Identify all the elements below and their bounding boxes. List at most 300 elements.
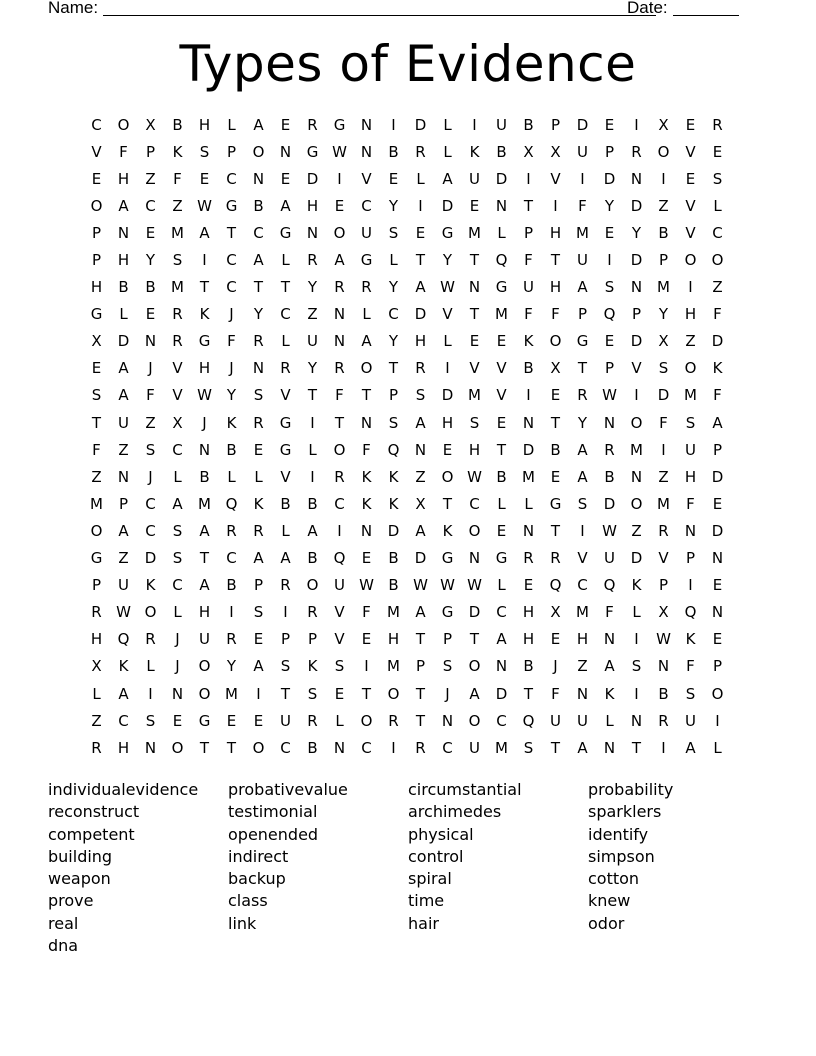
grid-letter[interactable]: Y <box>388 332 399 351</box>
grid-letter[interactable]: E <box>334 196 345 215</box>
grid-letter[interactable]: A <box>172 494 183 513</box>
grid-letter[interactable]: M <box>657 278 670 297</box>
grid-letter[interactable]: E <box>334 684 345 703</box>
grid-letter[interactable]: K <box>118 657 129 676</box>
grid-letter[interactable]: W <box>656 630 671 649</box>
grid-letter[interactable]: C <box>388 305 399 324</box>
grid-letter[interactable]: X <box>550 603 561 622</box>
grid-letter[interactable]: P <box>523 223 534 242</box>
grid-letter[interactable]: F <box>578 196 587 215</box>
grid-letter[interactable]: Z <box>91 467 102 486</box>
grid-letter[interactable]: Z <box>145 169 156 188</box>
grid-letter[interactable]: P <box>226 142 237 161</box>
grid-letter[interactable]: F <box>713 386 722 405</box>
grid-letter[interactable]: Z <box>172 196 183 215</box>
grid-letter[interactable]: L <box>254 467 263 486</box>
grid-letter[interactable]: C <box>469 494 480 513</box>
grid-letter[interactable]: N <box>711 603 724 622</box>
grid-letter[interactable]: W <box>602 386 617 405</box>
grid-letter[interactable]: W <box>467 467 482 486</box>
grid-letter[interactable]: A <box>577 440 588 459</box>
grid-letter[interactable]: U <box>199 630 210 649</box>
grid-letter[interactable]: F <box>713 305 722 324</box>
grid-letter[interactable]: B <box>523 115 534 134</box>
grid-letter[interactable]: H <box>522 603 535 622</box>
grid-letter[interactable]: C <box>226 169 237 188</box>
grid-letter[interactable]: A <box>253 657 264 676</box>
grid-letter[interactable]: M <box>225 684 238 703</box>
grid-letter[interactable]: B <box>496 467 507 486</box>
grid-letter[interactable]: C <box>118 711 129 730</box>
grid-letter[interactable]: G <box>279 413 292 432</box>
grid-letter[interactable]: E <box>469 196 480 215</box>
grid-letter[interactable]: Q <box>387 440 400 459</box>
grid-letter[interactable]: O <box>171 738 184 757</box>
grid-letter[interactable]: F <box>362 440 371 459</box>
grid-letter[interactable]: U <box>469 738 480 757</box>
grid-letter[interactable]: P <box>118 494 129 513</box>
grid-letter[interactable]: T <box>415 630 426 649</box>
grid-letter[interactable]: B <box>226 576 237 595</box>
grid-letter[interactable]: R <box>307 711 318 730</box>
grid-letter[interactable]: R <box>334 467 345 486</box>
grid-letter[interactable]: M <box>576 223 589 242</box>
grid-letter[interactable]: C <box>145 521 156 540</box>
grid-letter[interactable]: E <box>550 386 561 405</box>
grid-letter[interactable]: L <box>497 494 506 513</box>
grid-letter[interactable]: S <box>280 657 291 676</box>
grid-letter[interactable]: Z <box>145 413 156 432</box>
grid-letter[interactable]: K <box>226 413 237 432</box>
grid-letter[interactable]: P <box>604 359 615 378</box>
grid-letter[interactable]: V <box>496 386 507 405</box>
grid-letter[interactable]: I <box>256 684 261 703</box>
grid-letter[interactable]: I <box>634 386 639 405</box>
grid-letter[interactable]: S <box>91 386 102 405</box>
grid-letter[interactable]: N <box>468 549 481 568</box>
grid-letter[interactable]: R <box>415 738 426 757</box>
grid-letter[interactable]: D <box>711 467 724 486</box>
grid-letter[interactable]: P <box>91 251 102 270</box>
grid-letter[interactable]: I <box>661 440 666 459</box>
grid-letter[interactable]: B <box>118 278 129 297</box>
grid-letter[interactable]: T <box>550 738 561 757</box>
grid-letter[interactable]: E <box>361 630 372 649</box>
grid-letter[interactable]: S <box>388 223 399 242</box>
grid-letter[interactable]: E <box>253 711 264 730</box>
grid-letter[interactable]: B <box>307 738 318 757</box>
grid-letter[interactable]: H <box>549 223 562 242</box>
grid-letter[interactable]: G <box>198 332 211 351</box>
grid-letter[interactable]: L <box>281 521 290 540</box>
grid-letter[interactable]: F <box>605 603 614 622</box>
grid-letter[interactable]: J <box>175 657 180 676</box>
grid-letter[interactable]: T <box>550 251 561 270</box>
grid-letter[interactable]: O <box>468 657 481 676</box>
grid-letter[interactable]: R <box>334 278 345 297</box>
grid-letter[interactable]: R <box>415 359 426 378</box>
grid-letter[interactable]: N <box>117 467 130 486</box>
grid-letter[interactable]: H <box>684 467 697 486</box>
grid-letter[interactable]: A <box>577 738 588 757</box>
grid-letter[interactable]: O <box>306 576 319 595</box>
grid-letter[interactable]: V <box>550 169 561 188</box>
grid-letter[interactable]: K <box>145 576 156 595</box>
grid-letter[interactable]: E <box>280 115 291 134</box>
grid-letter[interactable]: M <box>495 305 508 324</box>
grid-letter[interactable]: I <box>472 115 477 134</box>
grid-letter[interactable]: M <box>495 738 508 757</box>
grid-letter[interactable]: K <box>307 657 318 676</box>
grid-letter[interactable]: A <box>118 386 129 405</box>
grid-letter[interactable]: Z <box>415 467 426 486</box>
grid-letter[interactable]: D <box>657 386 670 405</box>
grid-letter[interactable]: J <box>148 359 153 378</box>
grid-letter[interactable]: K <box>253 494 264 513</box>
grid-letter[interactable]: R <box>307 251 318 270</box>
grid-letter[interactable]: H <box>117 738 130 757</box>
grid-letter[interactable]: R <box>307 115 318 134</box>
grid-letter[interactable]: H <box>306 196 319 215</box>
grid-letter[interactable]: V <box>685 223 696 242</box>
grid-letter[interactable]: F <box>659 413 668 432</box>
grid-letter[interactable]: N <box>360 115 373 134</box>
grid-letter[interactable]: O <box>144 603 157 622</box>
grid-letter[interactable]: B <box>523 657 534 676</box>
grid-letter[interactable]: R <box>307 603 318 622</box>
grid-letter[interactable]: I <box>445 359 450 378</box>
grid-letter[interactable]: X <box>172 413 183 432</box>
grid-letter[interactable]: K <box>172 142 183 161</box>
grid-letter[interactable]: R <box>361 278 372 297</box>
grid-letter[interactable]: S <box>469 413 480 432</box>
grid-letter[interactable]: I <box>202 251 207 270</box>
grid-letter[interactable]: E <box>145 305 156 324</box>
grid-letter[interactable]: O <box>549 332 562 351</box>
grid-letter[interactable]: C <box>361 738 372 757</box>
grid-letter[interactable]: D <box>468 603 481 622</box>
grid-letter[interactable]: V <box>442 305 453 324</box>
grid-letter[interactable]: K <box>712 359 723 378</box>
grid-letter[interactable]: V <box>361 169 372 188</box>
grid-letter[interactable]: Q <box>603 576 616 595</box>
grid-letter[interactable]: E <box>172 711 183 730</box>
grid-letter[interactable]: M <box>468 386 481 405</box>
grid-letter[interactable]: I <box>688 278 693 297</box>
grid-letter[interactable]: S <box>415 386 426 405</box>
grid-letter[interactable]: S <box>631 657 642 676</box>
grid-letter[interactable]: D <box>630 251 643 270</box>
grid-letter[interactable]: G <box>576 332 589 351</box>
grid-letter[interactable]: Z <box>307 305 318 324</box>
grid-letter[interactable]: N <box>603 413 616 432</box>
grid-letter[interactable]: V <box>496 359 507 378</box>
grid-letter[interactable]: B <box>550 440 561 459</box>
grid-letter[interactable]: O <box>333 223 346 242</box>
grid-letter[interactable]: N <box>198 440 211 459</box>
grid-letter[interactable]: E <box>712 142 723 161</box>
grid-letter[interactable]: Y <box>307 359 318 378</box>
grid-letter[interactable]: R <box>145 630 156 649</box>
grid-letter[interactable]: J <box>229 305 234 324</box>
grid-letter[interactable]: O <box>711 684 724 703</box>
grid-letter[interactable]: E <box>604 223 615 242</box>
grid-letter[interactable]: H <box>414 332 427 351</box>
grid-letter[interactable]: P <box>307 630 318 649</box>
grid-letter[interactable]: H <box>90 630 103 649</box>
grid-letter[interactable]: P <box>631 305 642 324</box>
grid-letter[interactable]: B <box>253 196 264 215</box>
grid-letter[interactable]: R <box>253 521 264 540</box>
grid-letter[interactable]: I <box>310 413 315 432</box>
grid-letter[interactable]: H <box>198 115 211 134</box>
grid-letter[interactable]: H <box>576 630 589 649</box>
grid-letter[interactable]: X <box>658 115 669 134</box>
name-blank-line[interactable] <box>103 15 656 16</box>
grid-letter[interactable]: P <box>145 142 156 161</box>
grid-letter[interactable]: F <box>227 332 236 351</box>
grid-letter[interactable]: T <box>253 278 264 297</box>
grid-letter[interactable]: I <box>148 684 153 703</box>
grid-letter[interactable]: N <box>306 223 319 242</box>
grid-letter[interactable]: I <box>661 169 666 188</box>
grid-letter[interactable]: J <box>148 467 153 486</box>
grid-letter[interactable]: K <box>199 305 210 324</box>
grid-letter[interactable]: T <box>91 413 102 432</box>
grid-letter[interactable]: A <box>118 359 129 378</box>
grid-letter[interactable]: N <box>360 521 373 540</box>
grid-letter[interactable]: E <box>550 467 561 486</box>
grid-letter[interactable]: L <box>362 305 371 324</box>
grid-letter[interactable]: H <box>522 630 535 649</box>
grid-letter[interactable]: D <box>144 549 157 568</box>
grid-letter[interactable]: S <box>199 142 210 161</box>
grid-letter[interactable]: W <box>197 196 212 215</box>
grid-letter[interactable]: G <box>495 549 508 568</box>
grid-letter[interactable]: E <box>523 576 534 595</box>
grid-letter[interactable]: S <box>145 440 156 459</box>
grid-letter[interactable]: E <box>145 223 156 242</box>
grid-letter[interactable]: L <box>713 196 722 215</box>
grid-letter[interactable]: U <box>496 115 507 134</box>
grid-letter[interactable]: A <box>199 576 210 595</box>
grid-letter[interactable]: E <box>712 630 723 649</box>
grid-letter[interactable]: Z <box>577 657 588 676</box>
grid-letter[interactable]: Z <box>712 278 723 297</box>
grid-letter[interactable]: E <box>496 521 507 540</box>
grid-letter[interactable]: D <box>576 115 589 134</box>
grid-letter[interactable]: U <box>361 223 372 242</box>
grid-letter[interactable]: B <box>226 440 237 459</box>
grid-letter[interactable]: Q <box>684 603 697 622</box>
grid-letter[interactable]: A <box>361 332 372 351</box>
grid-letter[interactable]: U <box>280 711 291 730</box>
grid-letter[interactable]: H <box>117 251 130 270</box>
grid-letter[interactable]: W <box>440 278 455 297</box>
grid-letter[interactable]: B <box>145 278 156 297</box>
grid-letter[interactable]: E <box>280 169 291 188</box>
grid-letter[interactable]: D <box>522 440 535 459</box>
grid-letter[interactable]: R <box>658 711 669 730</box>
grid-letter[interactable]: E <box>496 413 507 432</box>
grid-letter[interactable]: G <box>549 494 562 513</box>
grid-letter[interactable]: J <box>553 657 558 676</box>
grid-letter[interactable]: R <box>604 440 615 459</box>
grid-letter[interactable]: S <box>604 278 615 297</box>
grid-letter[interactable]: O <box>711 251 724 270</box>
grid-letter[interactable]: R <box>280 576 291 595</box>
grid-letter[interactable]: T <box>550 413 561 432</box>
grid-letter[interactable]: L <box>308 440 317 459</box>
grid-letter[interactable]: G <box>441 223 454 242</box>
grid-letter[interactable]: S <box>442 657 453 676</box>
grid-letter[interactable]: L <box>443 332 452 351</box>
grid-letter[interactable]: T <box>334 413 345 432</box>
grid-letter[interactable]: L <box>146 657 155 676</box>
grid-letter[interactable]: R <box>523 549 534 568</box>
grid-letter[interactable]: Q <box>117 630 130 649</box>
grid-letter[interactable]: O <box>252 738 265 757</box>
grid-letter[interactable]: V <box>91 142 102 161</box>
grid-letter[interactable]: N <box>360 142 373 161</box>
grid-letter[interactable]: E <box>685 115 696 134</box>
grid-letter[interactable]: N <box>711 549 724 568</box>
grid-letter[interactable]: B <box>388 576 399 595</box>
grid-letter[interactable]: O <box>360 359 373 378</box>
grid-letter[interactable]: P <box>280 630 291 649</box>
grid-letter[interactable]: A <box>415 603 426 622</box>
grid-letter[interactable]: G <box>495 278 508 297</box>
grid-letter[interactable]: S <box>253 386 264 405</box>
grid-letter[interactable]: C <box>280 305 291 324</box>
grid-letter[interactable]: U <box>523 278 534 297</box>
grid-letter[interactable]: W <box>116 603 131 622</box>
grid-letter[interactable]: G <box>306 142 319 161</box>
grid-letter[interactable]: A <box>415 278 426 297</box>
grid-letter[interactable]: A <box>280 549 291 568</box>
grid-letter[interactable]: T <box>631 738 642 757</box>
grid-letter[interactable]: D <box>630 196 643 215</box>
grid-letter[interactable]: E <box>253 630 264 649</box>
grid-letter[interactable]: L <box>524 494 533 513</box>
grid-letter[interactable]: M <box>387 657 400 676</box>
grid-letter[interactable]: D <box>630 332 643 351</box>
grid-letter[interactable]: C <box>280 738 291 757</box>
grid-letter[interactable]: I <box>553 196 558 215</box>
grid-letter[interactable]: M <box>630 440 643 459</box>
grid-letter[interactable]: C <box>145 196 156 215</box>
grid-letter[interactable]: N <box>279 142 292 161</box>
grid-letter[interactable]: G <box>198 711 211 730</box>
grid-letter[interactable]: H <box>198 359 211 378</box>
grid-letter[interactable]: A <box>604 657 615 676</box>
grid-letter[interactable]: R <box>226 630 237 649</box>
grid-letter[interactable]: J <box>445 684 450 703</box>
grid-letter[interactable]: N <box>576 684 589 703</box>
grid-letter[interactable]: D <box>711 332 724 351</box>
grid-letter[interactable]: N <box>630 711 643 730</box>
grid-letter[interactable]: S <box>172 549 183 568</box>
grid-letter[interactable]: L <box>119 305 128 324</box>
grid-letter[interactable]: I <box>391 115 396 134</box>
grid-letter[interactable]: T <box>415 684 426 703</box>
grid-letter[interactable]: F <box>173 169 182 188</box>
grid-letter[interactable]: A <box>334 251 345 270</box>
grid-letter[interactable]: T <box>226 738 237 757</box>
grid-letter[interactable]: O <box>630 494 643 513</box>
grid-letter[interactable]: N <box>144 332 157 351</box>
grid-letter[interactable]: N <box>144 738 157 757</box>
grid-letter[interactable]: Z <box>91 711 102 730</box>
grid-letter[interactable]: K <box>685 630 696 649</box>
grid-letter[interactable]: G <box>360 251 373 270</box>
grid-letter[interactable]: P <box>91 576 102 595</box>
grid-letter[interactable]: B <box>658 223 669 242</box>
grid-letter[interactable]: U <box>550 711 561 730</box>
grid-letter[interactable]: D <box>414 305 427 324</box>
grid-letter[interactable]: P <box>253 576 264 595</box>
grid-letter[interactable]: P <box>388 386 399 405</box>
grid-letter[interactable]: V <box>685 142 696 161</box>
grid-letter[interactable]: E <box>469 332 480 351</box>
grid-letter[interactable]: X <box>145 115 156 134</box>
grid-letter[interactable]: B <box>172 115 183 134</box>
grid-letter[interactable]: E <box>226 711 237 730</box>
grid-letter[interactable]: E <box>604 332 615 351</box>
grid-letter[interactable]: S <box>388 413 399 432</box>
grid-letter[interactable]: Y <box>145 251 156 270</box>
grid-letter[interactable]: O <box>198 684 211 703</box>
grid-letter[interactable]: I <box>526 169 531 188</box>
grid-letter[interactable]: C <box>145 494 156 513</box>
grid-letter[interactable]: S <box>685 413 696 432</box>
grid-letter[interactable]: I <box>337 521 342 540</box>
grid-letter[interactable]: Q <box>333 549 346 568</box>
grid-letter[interactable]: C <box>253 223 264 242</box>
grid-letter[interactable]: O <box>684 251 697 270</box>
grid-letter[interactable]: K <box>388 494 399 513</box>
grid-letter[interactable]: W <box>467 576 482 595</box>
grid-letter[interactable]: R <box>577 386 588 405</box>
grid-letter[interactable]: W <box>197 386 212 405</box>
grid-letter[interactable]: T <box>469 251 480 270</box>
grid-letter[interactable]: C <box>442 738 453 757</box>
grid-letter[interactable]: Y <box>442 251 453 270</box>
grid-letter[interactable]: B <box>307 549 318 568</box>
grid-letter[interactable]: R <box>388 711 399 730</box>
grid-letter[interactable]: E <box>388 169 399 188</box>
grid-letter[interactable]: G <box>279 440 292 459</box>
grid-letter[interactable]: V <box>577 549 588 568</box>
grid-letter[interactable]: A <box>199 223 210 242</box>
grid-letter[interactable]: L <box>281 332 290 351</box>
grid-letter[interactable]: V <box>334 603 345 622</box>
grid-letter[interactable]: C <box>91 115 102 134</box>
grid-letter[interactable]: A <box>685 738 696 757</box>
grid-letter[interactable]: E <box>550 630 561 649</box>
grid-letter[interactable]: T <box>199 549 210 568</box>
grid-letter[interactable]: T <box>523 684 534 703</box>
grid-letter[interactable]: V <box>280 467 291 486</box>
grid-letter[interactable]: L <box>443 142 452 161</box>
grid-letter[interactable]: D <box>441 386 454 405</box>
grid-letter[interactable]: R <box>712 115 723 134</box>
grid-letter[interactable]: S <box>658 359 669 378</box>
grid-letter[interactable]: N <box>441 711 454 730</box>
grid-letter[interactable]: R <box>550 549 561 568</box>
grid-letter[interactable]: K <box>469 142 480 161</box>
grid-letter[interactable]: B <box>496 142 507 161</box>
